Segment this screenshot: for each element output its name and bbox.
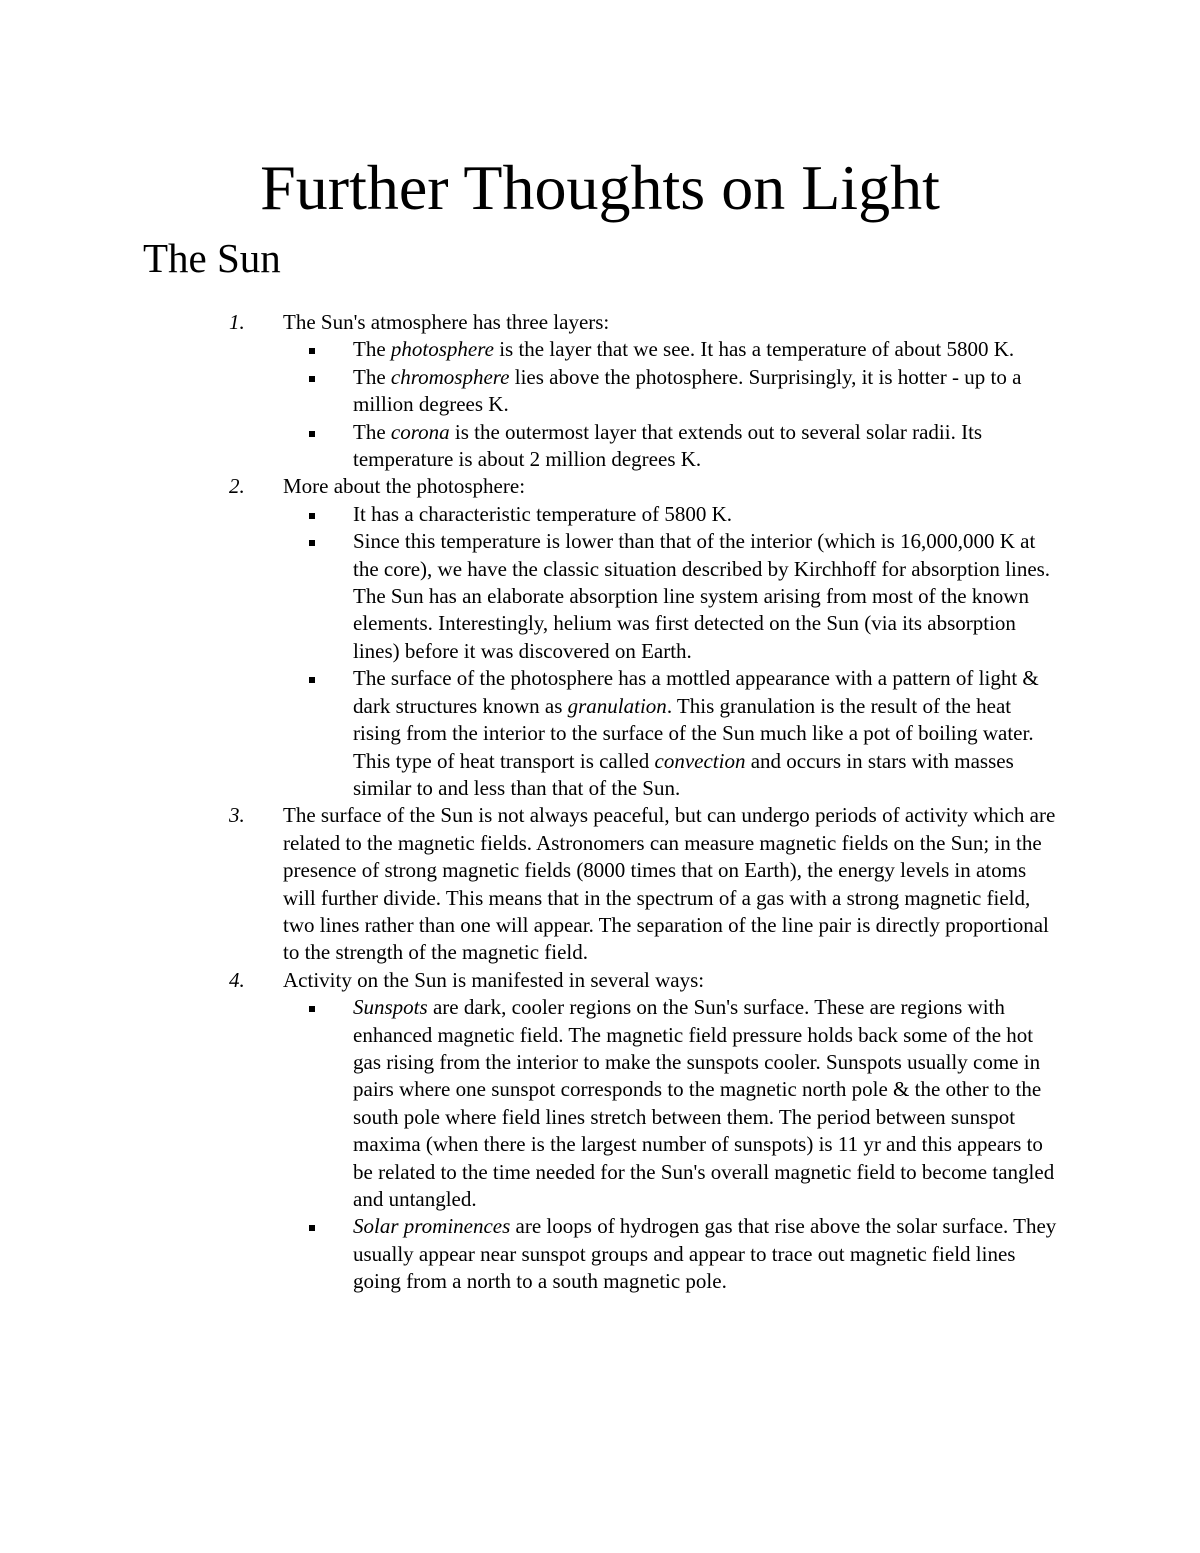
bullet-icon bbox=[309, 348, 315, 354]
bullet-text: Sunspots are dark, cooler regions on the Sun's surface. These are regions with enhanced magnetic field. The magnetic field pressure holds back some of the hot gas rising from the interior to make the sunspots cooler. Sunspots usually come in pairs where one sunspot corresponds to the magnetic north pole & the other to the south pole where field lines stretch between them. The period between sunspot maxima (when there is the largest number of sunspots) is 11 yr and this appears to be related to the time needed for the Sun's overall magnetic field to become tangled and untangled. bbox=[353, 995, 1055, 1211]
list-number: 3. bbox=[229, 803, 245, 828]
list-number: 1. bbox=[229, 310, 245, 334]
list-item-2 bbox=[0, 473, 1063, 500]
document-body bbox=[0, 309, 1200, 1296]
page-title: Further Thoughts on Light bbox=[260, 152, 940, 223]
list-item-text: The Sun's atmosphere has three layers: bbox=[283, 310, 610, 334]
bullet-item bbox=[0, 336, 1063, 363]
bullet-icon bbox=[309, 1006, 315, 1012]
list-number: 2. bbox=[229, 474, 245, 499]
bullet-icon bbox=[309, 513, 315, 519]
bullet-icon bbox=[309, 431, 315, 437]
bullet-text: The chromosphere lies above the photosphere. Surprisingly, it is hotter - up to a million degrees K. bbox=[353, 364, 1022, 417]
bullet-text: The corona is the outermost layer that extends out to several solar radii. Its temperature is about 2 million degrees K. bbox=[353, 419, 983, 472]
bullet-item bbox=[0, 994, 1063, 1213]
bullet-icon bbox=[309, 1225, 315, 1231]
list-item-4 bbox=[0, 967, 1063, 994]
list-item-text: The surface of the Sun is not always peaceful, but can undergo periods of activity which are related to the magnetic fields. Astronomers can measure magnetic fields on the Sun; in the presence of strong magnetic fields (8000 times that on Earth), the energy levels in atoms will further divide. This means that in the spectrum of a gas with a strong magnetic field, two lines rather than one will appear. The separation of the line pair is directly proportional to the strength of the magnetic field. bbox=[283, 803, 1056, 965]
section-title: The Sun bbox=[143, 235, 281, 281]
bullet-icon bbox=[309, 677, 315, 683]
bullet-icon bbox=[309, 376, 315, 382]
bullet-text: It has a characteristic temperature of 5800 K. bbox=[353, 501, 732, 526]
list-item-text: More about the photosphere: bbox=[283, 474, 526, 499]
bullet-item bbox=[0, 501, 1063, 528]
bullet-icon bbox=[309, 540, 315, 546]
bullet-text: The surface of the photosphere has a mottled appearance with a pattern of light & dark structures known as granulation. This granulation is the result of the heat rising from the interior to the surface of the Sun much like a pot of boiling water. This type of heat transport is called convection and occurs in stars with masses similar to and less than that of the Sun. bbox=[353, 666, 1039, 800]
list-item-1 bbox=[0, 309, 1063, 336]
bullet-text: The photosphere is the layer that we see. It has a temperature of about 5800 K. bbox=[353, 337, 1015, 362]
bullet-item bbox=[0, 419, 1063, 474]
bullet-text: Since this temperature is lower than that of the interior (which is 16,000,000 K at the core), we have the classic situation described by Kirchhoff for absorption lines. The Sun has an elaborate absorption line system arising from most of the known elements. Interestingly, helium was first detected on the Sun (via its absorption lines) before it was discovered on Earth. bbox=[353, 529, 1051, 663]
bullet-item bbox=[0, 1213, 1063, 1295]
list-item-text: Activity on the Sun is manifested in several ways: bbox=[283, 967, 705, 992]
list-number: 4. bbox=[229, 967, 245, 992]
bullet-item bbox=[0, 665, 1063, 802]
bullet-text: Solar prominences are loops of hydrogen gas that rise above the solar surface. They usually appear near sunspot groups and appear to trace out magnetic field lines going from a north to a south magnetic pole. bbox=[353, 1214, 1057, 1294]
bullet-item bbox=[0, 364, 1063, 419]
list-item-3 bbox=[0, 802, 1063, 966]
bullet-item bbox=[0, 528, 1063, 665]
